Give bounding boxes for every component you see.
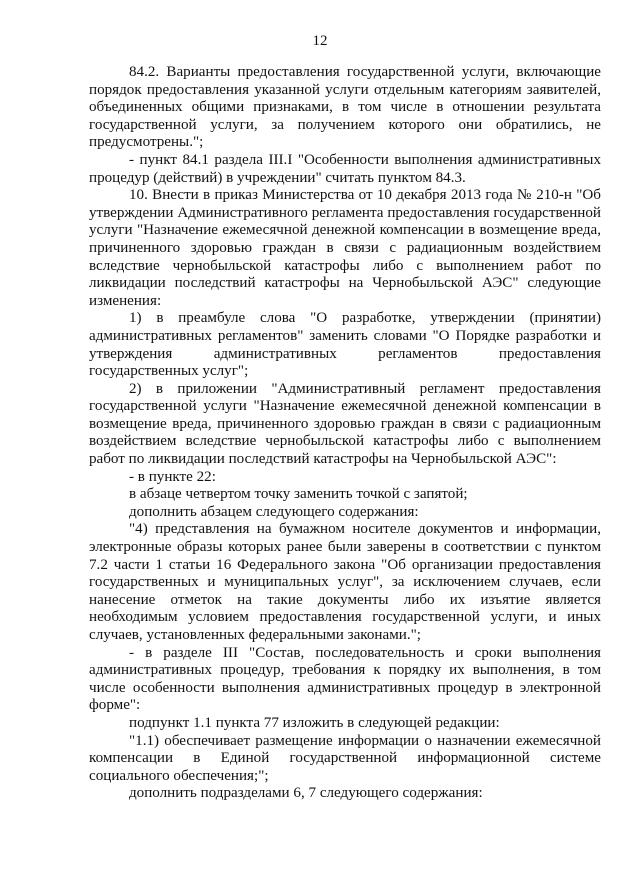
paragraph-quote-4: "4) представления на бумажном носителе документов и информации, электронные образы которых ранее были заверены в соответствии с пунктом 7.2 части 1 статьи 16 Федерального закона "Об организации предоставления государственных и муниципальных услуг", за исключением случаев, если нанесение отметок на такие документы либо их изъятие является необходимым условием предоставления государственной услуги, и иных случаев, установленных федеральными законами.";	[89, 521, 601, 643]
paragraph-quote-1-1: "1.1) обеспечивает размещение информации о назначении ежемесячной компенсации в Единой государственной информационной системе социального обеспечения;";	[89, 732, 601, 784]
paragraph-subitem-1: 1) в преамбуле слова "О разработке, утверждении (принятии) административных регламентов" заменить словами "О Порядке разработки и утверждения административных регламентов предоставления государственных услуг";	[89, 310, 601, 380]
paragraph-add-subsections: дополнить подразделами 6, 7 следующего содержания:	[129, 785, 483, 802]
paragraph-item-10: 10. Внести в приказ Министерства от 10 декабря 2013 года № 210-н "Об утверждении Административного регламента предоставления государственной услуги "Назначение ежемесячной денежной компенсации в возмещение вреда, причиненного здоровью граждан в связи с радиационным воздействием вследствие чернобыльской катастрофы либо с выполнением работ по ликвидации последствий катастрофы на Чернобыльской АЭС" следующие изменения:	[89, 187, 601, 309]
paragraph-item-84-1: - пункт 84.1 раздела III.I "Особенности выполнения административных процедур (действий) в учреждении" считать пунктом 84.3.	[89, 151, 601, 186]
document-body	[89, 64, 601, 803]
paragraph-subitem-2: 2) в приложении "Административный регламент предоставления государственной услуги "Назначение ежемесячной денежной компенсации в возмещение вреда, причиненного здоровью граждан в связи с радиационным воздействием вследствие чернобыльской катастрофы либо с выполнением работ по ликвидации последствий катастрофы на Чернобыльской АЭС":	[89, 380, 601, 468]
paragraph-section-3: - в разделе III "Состав, последовательность и сроки выполнения административных процедур, требования к порядку их выполнения, в том числе особенности выполнения административных процедур в электронной форме":	[89, 644, 601, 714]
page-number: 12	[312, 33, 328, 49]
paragraph-fourth-abzac: в абзаце четвертом точку заменить точкой с запятой;	[129, 486, 468, 503]
paragraph-add-abzac: дополнить абзацем следующего содержания:	[129, 503, 419, 520]
paragraph-84-2: 84.2. Варианты предоставления государственной услуги, включающие порядок предоставления указанной услуги отдельным категориям заявителей, объединенных общими признаками, в том числе в отношении результата государственной услуги, за получением которого они обратились, не предусмотрены.";	[89, 64, 601, 151]
paragraph-subpoint-1-1: подпункт 1.1 пункта 77 изложить в следующей редакции:	[129, 714, 500, 731]
paragraph-point-22: - в пункте 22:	[129, 468, 216, 485]
